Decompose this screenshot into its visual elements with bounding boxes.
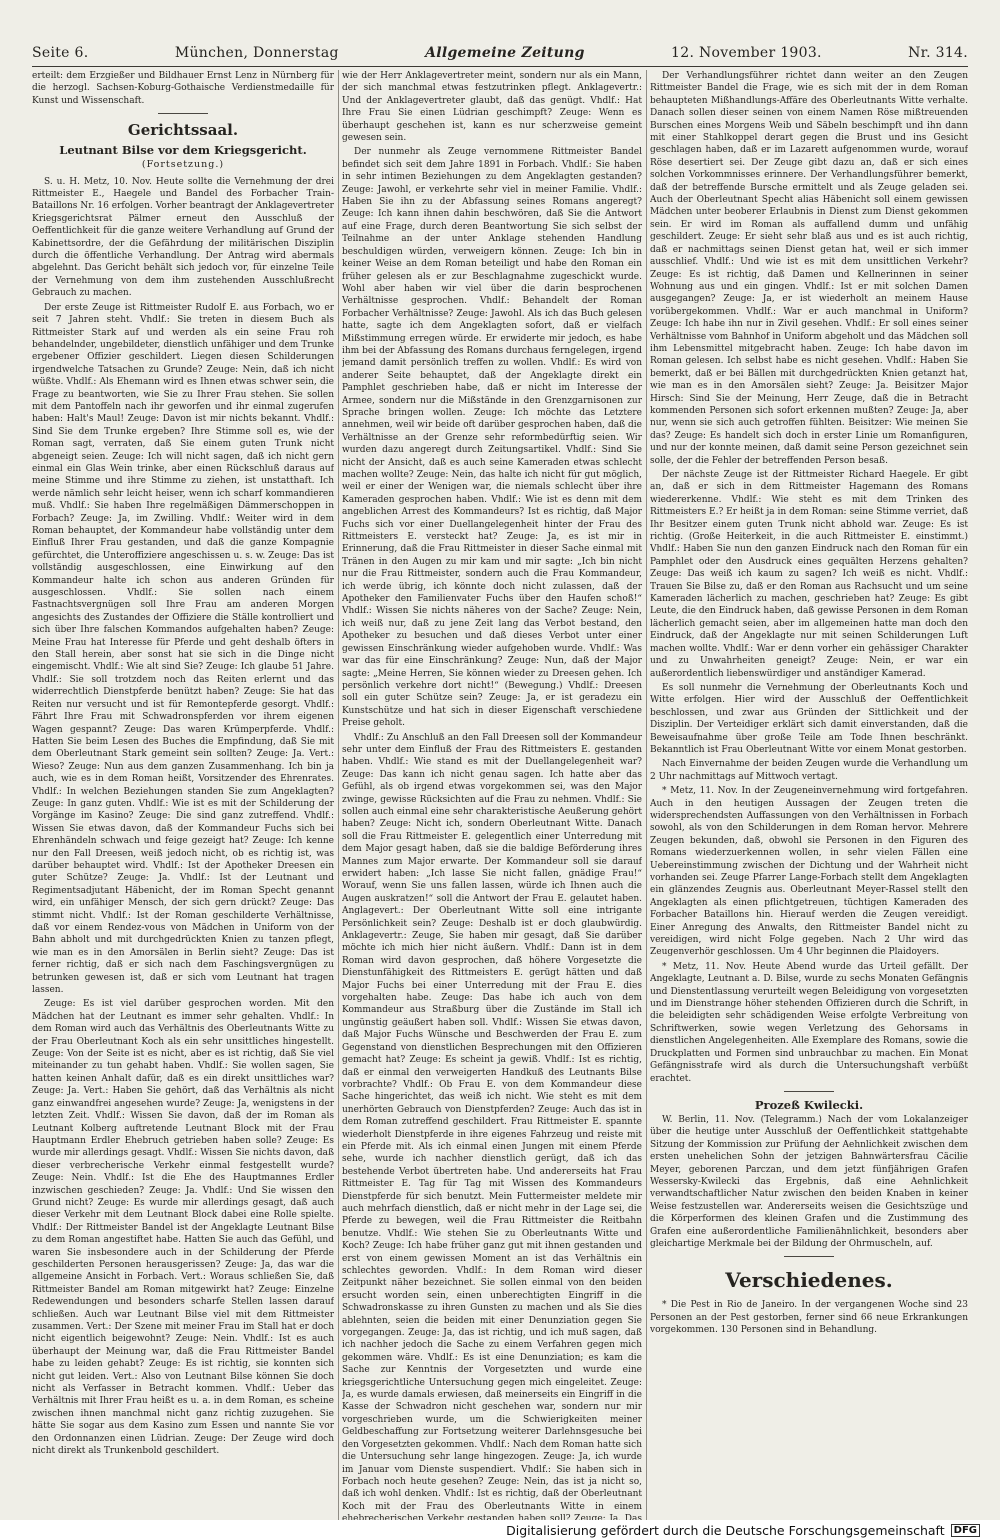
page-number: Seite 6. — [32, 45, 89, 61]
section-divider — [784, 1256, 834, 1257]
place-day: München, Donnerstag — [174, 45, 339, 61]
page-header — [32, 40, 968, 67]
dfg-logo: DFG — [951, 1524, 980, 1537]
column-divider — [338, 70, 339, 1520]
article-paragraph: Zeuge: Es ist viel darüber gesprochen worden. Mit den Mädchen hat der Leutnant es immer sehr gehalten. Vhdlf.: In dem Roman wird auch das Verhältnis des Oberleutnants Witte zu der Frau Oberleutnant Koch als ein sehr unsittliches hingestellt. Zeuge: Von der Seite ist es nicht, aber es ist richtig, daß Sie viel miteinander zu tun gehabt haben. Vhdlf.: Sie wollen sagen, Sie hatten keinen Anhalt dafür, daß es ein direkt unsittliches war? Zeuge: Ja. Vert.: Haben Sie gehört, daß das Verhältnis als nicht ganz einwandfrei angesehen wurde? Zeuge: Ja, wenigstens in der letzten Zeit. Vhdlf.: Wissen Sie davon, daß der im Roman als Leutnant Kolberg auftretende Leutnant Block mit der Frau Hauptmann Erdler Ehebruch getrieben haben solle? Zeuge: Es wurde mir allerdings gesagt. Vhdlf.: Wissen Sie nichts davon, daß dieser verbrecherische Verkehr einmal festgestellt wurde? Zeuge: Nein. Vhdlf.: Ist die Ehe des Hauptmannes Erdler inzwischen geschieden? Zeuge: Ja. Vhdlf.: Und Sie wissen den Grund nicht? Zeuge: Es wurde mir allerdings gesagt, daß auch dieser Verkehr mit dem Leutnant Block dabei eine Rolle spielte. Vhdlf.: Der Rittmeister Bandel ist der Angeklagte Leutnant Bilse zu dem Roman angestiftet habe. Hatten Sie auch das Gefühl, und waren Sie insbesondere auch in der Schilderung der Pferde geschilderten Personen herausgerissen? Zeuge: Ja, das war die allgemeine Ansicht in Forbach. Vert.: Woraus schließen Sie, daß Rittmeister Bandel am Roman mitgewirkt hat? Zeuge: Einzelne Redewendungen und besonders scharfe Stellen lassen darauf schließen. Auch war Leutnant Bilse viel mit dem Rittmeister zusammen. Vert.: Der Szene mit meiner Frau im Stall hat er doch nicht eigentlich beigewohnt? Zeuge: Nein. Vhdlf.: Ist es auch überhaupt der Meinung war, daß die Frau Rittmeister Bandel habe zu leiden gehabt? Zeuge: Es ist richtig, sie konnten sich nicht gut leiden. Vert.: Also von Leutnant Bilse können Sie doch nicht als Verfasser in Betracht kommen. Vhdlf.: Ueber das Verhältnis mit Ihrer Frau heißt es u. a. in dem Roman, es scheine zwischen ihnen manchmal nicht ganz richtig zuzugehen. Sie hätte Sie sogar aus dem Kasino zum Essen und nannte Sie vor den Ordonnanzen einen Lüdrian. Zeuge: Der Zeuge wird doch nicht direkt als Trunkenbold geschildert. — [32, 999, 334, 1457]
column-1 — [32, 70, 334, 1525]
article-paragraph: W. Berlin, 11. Nov. (Telegramm.) Nach der vom Lokalanzeiger über die heutige unter Ausschluß der Oeffentlichkeit stattgehabte Sitzung der Kommission zur Prüfung der Aehnlichkeit zwischen dem ersten unehelichen Sohn der jetzigen Bahnwärtersfrau Cäcilie Meyer, geborenen Parczan, und dem jetzt fünfjährigen Grafen Wessersky-Kwilecki das Ergebnis, daß eine Aehnlichkeit verwandtschaftlicher Natur zwischen den beiden Knaben in keiner Weise festzustellen war. Andererseits weisen die Gesichtszüge und die Körperformen des kleinen Grafen und die Zustimmung des Grafen eine außerordentliche Familienähnlichkeit, besonders aber gleichartige Merkmale bei der Bildung der Ohrmuscheln, auf. — [650, 1114, 968, 1249]
footer-text: Digitalisierung gefördert durch die Deutsche Forschungsgemeinschaft — [506, 1522, 945, 1538]
article-paragraph: * Metz, 11. Nov. In der Zeugeneinvernehmung wird fortgefahren. Auch in den heutigen Aussagen der Zeugen treten die widersprechendsten Auffassungen von den Verhältnissen in Forbach sowohl, als von den Schilderungen in dem Roman hervor. Mehrere Zeugen bekunden, daß, obwohl sie Personen in den Figuren des Romans wiederzuerkennen wollen, in sehr vielen Fällen eine Uebereinstimmung zwischen der Dichtung und der Wahrheit nicht vorhanden sei. Zeuge Pfarrer Lange-Forbach stellt dem Angeklagten ein glänzendes Zeugnis aus. Oberleutnant Meyer-Rassel stellt den Angeklagten als einen pflichtgetreuen, tüchtigen Kameraden des Forbacher Bataillons hin. Hierauf werden die Zeugen vereidigt. Einer Anregung des Anwalts, den Rittmeister Bandel nicht zu vereidigen, wird nicht Folge gegeben. Nach 2 Uhr wird das Zeugenverhör geschlossen. Um 4 Uhr beginnen die Plaidoyers. — [650, 786, 968, 958]
article-paragraph: Der nunmehr als Zeuge vernommene Rittmeister Bandel befindet sich seit dem Jahre 1891 in Forbach. Vhdlf.: Sie haben in sehr intimen Beziehungen zu dem Angeklagten gestanden? Zeuge: Jawohl, er verkehrte sehr viel in meiner Familie. Vhdlf.: Haben Sie ihn zu der Abfassung seines Romans angeregt? Zeuge: Ich kann ihnen dahin beschwören, daß Sie die Antwort auf eine Frage, durch deren Beantwortung Sie sich selbst der Teilnahme an der unter Anklage stehenden Handlung beschuldigen würden, verweigern können. Zeuge: Ich bin in keiner Weise an dem Roman beteiligt und habe den Roman ein früher gelesen als er zur Beschlagnahme zugeschickt wurde. Wohl aber haben wir viel über die darin besprochenen Verhältnisse gesprochen. Vhdlf.: Behandelt der Roman Forbacher Verhältnisse? Zeuge: Jawohl. Als ich das Buch gelesen hatte, sagte ich dem Angeklagten sofort, daß er vielfach Mißstimmung erregen würde. Er erwiderte mir jedoch, es habe ihm bei der Abfassung des Romans durchaus ferngelegen, irgend jemand damit persönlich treffen zu wollen. Vhdlf.: Es wird von anderer Seite behauptet, daß der Angeklagte direkt ein Pamphlet geschrieben habe, daß er nicht im Interesse der Armee, sondern nur die Mißstände in den Grenzgarnisonen zur Sprache bringen wollen. Zeuge: Ich möchte das Letztere annehmen, weil wir beide oft darüber gesprochen haben, daß die Verhältnisse an der Grenze sehr reformbedürftig seien. Wir wurden dazu angeregt durch Zeitungsartikel. Vhdlf.: Sind Sie nicht der Ansicht, daß es auch seine Kameraden etwas schlecht machen wollte? Zeuge: Nein, das halte ich nicht für gut möglich, weil er einer der Wenigen war, die niemals schlecht über ihre Kameraden gesprochen haben. Vhdlf.: Wie ist es denn mit dem angeblichen Arrest des Kommandeurs? Ist es richtig, daß Major Fuchs sich vor einer Duellangelegenheit hinter der Frau des Rittmeisters E. versteckt hat? Zeuge: Ja, es ist mir in Erinnerung, daß die Frau Rittmeister in dieser Sache einmal mit Tränen in den Augen zu mir kam und mir sagte: „Ich bin nicht nur die Frau Rittmeister, sondern auch die Frau Kommandeur, ich werde übrig, ich könnte doch nicht zulassen, daß der Apotheker den Familienvater Fuchs über den Haufen schoß!“ Vhdlf.: Wissen Sie nichts näheres von der Sache? Zeuge: Nein, ich weiß nur, daß zu jene Zeit lang das Verbot bestand, den Apotheker zu besuchen und daß dieses Verbot unter einer gewissen Einschränkung wieder aufgehoben wurde. Vhdlf.: Was war das für eine Einschränkung? Zeuge: Nun, daß der Major sagte: „Meine Herren, Sie können wieder zu Dreesen gehen. Ich persönlich verkehre dort nicht!“ (Bewegung.) Vhdlf.: Dreesen soll ein guter Schütze sein? Zeuge: Ja, er ist geradezu ein Kunstschütze und hat sich in dieser Eigenschaft verschiedene Preise geholt. — [342, 147, 642, 729]
column-divider — [646, 70, 647, 1520]
digitization-footer — [0, 1520, 1000, 1540]
article-paragraph: Der erste Zeuge ist Rittmeister Rudolf E. aus Forbach, wo er seit 7 Jahren steht. Vhdlf.: Sie treten in diesem Buch als Rittmeister Stark auf und werden als ein seine Frau roh behandelnder, ungebildeter, dienstlich unfähiger und dem Trunke ergebener Offizier geschildert. Liegen diesen Schilderungen irgendwelche Tatsachen zu Grunde? Zeuge: Nein, daß ich nicht wüßte. Vhdlf.: Als Ehemann wird es Ihnen etwas schwer sein, die Frage zu beantworten, wie Sie zu Ihrer Frau stehen. Sie sollen mit dem Pantoffeln nach ihr geworfen und ihr einmal zugerufen haben: Halt's Maul! Zeuge: Davon ist mir nichts bekannt. Vhdlf.: Sind Sie dem Trunke ergeben? Ihre Stimme soll es, wie der Roman sagt, verraten, daß Sie einem guten Trunk nicht abgeneigt seien. Zeuge: Ich will nicht sagen, daß ich nicht gern einmal ein Glas Wein trinke, aber einen Rückschluß daraus auf meine Stimme und ihre Stimme zu ziehen, ist unstatthaft. Ich werde nämlich sehr leicht heiser, wenn ich scharf kommandieren muß. Vhdlf.: Sie haben Ihre regelmäßigen Dämmerschoppen in Forbach? Zeuge: Ja, im Zwilling. Vhdlf.: Weiter wird in dem Roman behauptet, der Kommandeur habe vollständig unter dem Einfluß Ihrer Frau gestanden, und daß die ganze Kompagnie gefürchtet, die Unteroffiziere angeschissen u. s. w. Zeuge: Das ist vollständig ausgeschlossen, eine Einwirkung auf den Kommandeur halte ich schon aus anderen Gründen für ausgeschlossen. Vhdlf.: Sie sollen nach einem Fastnachtsvergnügen soll Ihre Frau am anderen Morgen angesichts des Zustandes der Offiziere die Ställe kontrolliert und sich über Ihre falschen Kommandos aufgehalten haben? Zeuge: Meine Frau hat Interesse für Pferde und geht deshalb öfters in den Stall herein, aber sonst hat sie sich in die Dinge nicht eingemischt. Vhdlf.: Wie alt sind Sie? Zeuge: Ich glaube 51 Jahre. Vhdlf.: Sie soll trotzdem noch das Reiten erlernt und das widerrechtlich Dienstpferde benützt haben? Zeuge: Sie hat das Reiten nur versucht und ist für Remontepferde gesorgt. Vhdlf.: Fährt Ihre Frau mit Schwadronspferden vor ihrem eigenen Wagen gespannt? Zeuge: Das waren Krümperpferde. Vhdlf.: Hatten Sie beim Lesen des Buches die Empfindung, daß Sie mit dem Oberleutnant Stark gemeint sein sollten? Zeuge: Ja. Vert.: Wieso? Zeuge: Nun aus dem ganzen Zusammenhang. Ich bin ja auch, wie es in dem Roman heißt, Vorsitzender des Ehrenrates. Vhdlf.: In welchen Beziehungen standen Sie zum Angeklagten? Zeuge: In ganz guten. Vhdlf.: Wie ist es mit der Schilderung der Vorgänge im Kasino? Zeuge: Die sind ganz zutreffend. Vhdlf.: Wissen Sie etwas davon, daß der Kommandeur Fuchs sich bei Ehrenhändeln schwach und feige gezeigt hat? Zeuge: Ich kenne nur den Fall Dreesen, weiß jedoch nicht, ob es richtig ist, was darüber behauptet wird. Vhdlf.: Ist der Apotheker Dreesen ein guter Schütze? Zeuge: Ja. Vhdlf.: Ist der Leutnant und Regimentsadjutant Häbenicht, der im Roman Specht genannt wird, ein unfähiger Mensch, der sich gern drückt? Zeuge: Das stimmt nicht. Vhdlf.: Ist der Roman geschilderte Verhältnisse, daß vor einem Rendez-vous von Mädchen in Uniform von der Bahn abholt und mit durchgedrückten Knien zu tanzen pflegt, wie man es in den Amorsälen in Berlin sieht? Zeuge: Das ist ferner richtig, daß er sich nach dem Faschingsvergnügen zu betrunken gewesen ist, daß er sich vom Leutnant hat tragen lassen. — [32, 302, 334, 996]
article-paragraph: * Metz, 11. Nov. Heute Abend wurde das Urteil gefällt. Der Angeklagte, Leutnant a. D. Bilse, wurde zu sechs Monaten Gefängnis und Dienstentlassung verurteilt wegen Beleidigung von vorgesetzten und im Dienstrange höher stehenden Offizieren durch die Schrift, in die beleidigten sehr schädigenden Weise erfolgte Verbreitung von Schriftwerken, sowie wegen Verletzung des Gehorsams in dienstlichen Angelegenheiten. Alle Exemplare des Romans, sowie die Druckplatten und Formen sind unbrauchbar zu machen. Ein Monat Gefängnisstrafe wird als durch die Untersuchungshaft verbüßt erachtet. — [650, 961, 968, 1084]
column-2 — [342, 70, 642, 1525]
column-3 — [650, 70, 968, 1525]
article-note: (Fortsetzung.) — [141, 159, 225, 171]
article-paragraph: Es soll nunmehr die Vernehmung der Oberleutnants Koch und Witte erfolgen. Hier wird der Ausschluß der Oeffentlichkeit beschlossen, und zwar aus Gründen der Sittlichkeit und der Disziplin. Der Verteidiger erklärt sich damit einverstanden, daß die Beweisaufnahme über große Teile am Tode Ihnen beschränkt. Bekanntlich ist Frau Oberleutnant Witte vor einem Monat gestorben. — [650, 682, 968, 755]
intro-paragraph: erteilt: dem Erzgießer und Bildhauer Ernst Lenz in Nürnberg für die herzogl. Sachsen-Koburg-Gothaische Verdienstmedaille für Kunst und Wissenschaft. — [32, 71, 334, 106]
article-paragraph: Vhdlf.: Zu Anschluß an den Fall Dreesen soll der Kommandeur sehr unter dem Einfluß der Frau des Rittmeisters E. gestanden haben. Vhdlf.: Wie stand es mit der Duellangelegenheit war? Zeuge: Das kann ich nicht genau sagen. Ich hatte aber das Gefühl, als ob irgend etwas vorgekommen sei, was den Major zwinge, gewisse Rücksichten auf die Frau zu nehmen. Vhdlf.: Sie sollen auch einmal eine sehr charakteristische Aeußerung gehört haben? Zeuge: Nicht ich, sondern Oberleutnant Witte. Danach soll die Frau Rittmeister E. gelegentlich einer Unterredung mit dem Major gesagt haben, daß sie die baldige Beförderung ihres Mannes zum Major erwarte. Der Kommandeur soll sie darauf erwidert haben: „Ich lasse Sie nicht fallen, gnädige Frau!“ Worauf, wenn Sie uns fallen lassen, würde ich Ihnen auch die Augen auskratzen!“ soll die Antwort der Frau E. gelautet haben. Anglagevert.: Der Oberleutnant Witte soll eine intrigante Persönlichkeit sein? Zeuge: Deshalb ist er doch glaubwürdig. Anklagevertr.: Zeuge, Sie haben mir gesagt, daß Sie darüber möchte ich mich hier nicht äußern. Vhdlf.: Dann ist in dem Roman wird davon gesprochen, daß höhere Vorgesetzte die Dienstunfähigkeit des Rittmeisters E. gerügt hätten und daß Major Fuchs bei einer Unterredung mit der Frau E. dies vorgehalten habe. Zeuge: Das habe ich auch von dem Kommandeur aus Straßburg über die Zustände im Stall ich ungünstig geäußert haben soll. Vhdlf.: Wissen Sie etwas davon, daß Major Fuchs Wünsche und Beschwerden der Frau E. zum Gegenstand von dienstlichen Besprechungen mit den Offizieren gemacht hat? Zeuge: Es scheint ja gewiß. Vhdlf.: Ist es richtig, daß er einmal den verweigerten Handkuß des Leutnants Bilse vorbrachte? Vhdlf.: Ob Frau E. von dem Kommandeur diese Sache hingerichtet, das weiß ich nicht. Wie steht es mit dem unerhörten Gebrauch von Dienstpferden? Zeuge: Auch das ist in dem Roman zutreffend geschildert. Frau Rittmeister E. spannte wiederholt Dienstpferde in ihre eigenes Fahrzeug und reiste mit ein Pferde mit. Als ich einmal einen Jungen mit einem Pferde sehe, wurde ich nachher dienstlich gerügt, daß ich das bestehende Verbot übertreten habe. Und andererseits hat Frau Rittmeister E. Tag für Tag mit Wissen des Kommandeurs Dienstpferde für sich benutzt. Mein Futtermeister meldete mir auch mehrfach dienstlich, daß er nicht mehr in der Lage sei, die Pferde zu bewegen, weil die Frau Rittmeister die Reitbahn benutze. Vhdlf.: Wie stehen Sie zu Oberleutnants Witte und Koch? Zeuge: Ich habe früher ganz gut mit ihnen gestanden und erst von einem gewissen Moment an ist das Verhältnis ein schlechtes geworden. Vhdlf.: In dem Roman wird dieser Zeitpunkt näher bezeichnet. Sie sollen einmal von den beiden ersucht worden sein, einen unberechtigten Eingriff in die Schwadronskasse zu ihren Gunsten zu machen und als Sie dies ablehnten, seien die beiden mit einer Denunziation gegen Sie vorgegangen. Zeuge: Ja, das ist richtig, und ich muß sagen, daß ich nachher jedoch die Sache zu einem Verfahren gegen mich gekommen wäre. Vhdlf.: Es ist eine Denunziation; es kam die Sache zur Kenntnis der Vorgesetzten und wurde eine kriegsgerichtliche Untersuchung gegen mich eingeleitet. Zeuge: Ja, es wurde damals erwiesen, daß meinerseits ein Eingriff in die Kasse der Schwadron nicht geschehen war, sondern nur mir vorgeschrieben wurde, um die Schwierigkeiten meiner Geldbeschaffung zur Fortsetzung weiterer Darlehnsgesuche bei den Vorgesetzten gekommen. Vhdlf.: Nach dem Roman hatte sich die Untersuchung sehr lange hingezogen. Zeuge: Ja, ich wurde im Januar vom Dienste suspendiert. Vhdlf.: Sie haben sich in Forbach noch heute gesehen? Zeuge: Nein, das ist ja nicht so, daß ich wohl denken. Vhdlf.: Ist es richtig, daß der Oberleutnant Koch mit der Frau des Oberleutnants Witte in einem — [342, 732, 642, 1512]
article-paragraph: Der Verhandlungsführer richtet dann weiter an den Zeugen Rittmeister Bandel die Frage, wie es sich mit der in dem Roman behaupteten Mißhandlungs-Affäre des Oberleutnants Witte verhalte. Danach sollen dieser seinen von einem Namen Röse mißtreuenden Burschen eines Morgens Weib und Säbeln beschimpft und ihn dann mit einer Stahlkoppel derart gegen die Brust und ins Gesicht geschlagen haben, daß er im Lazarett aufgenommen wurde, worauf Röse desertiert sei. Der Zeuge gibt dazu an, daß er sich eines solchen Vorkommnisses erinnere. Der Verhandlungsführer bemerkt, daß der betreffende Bursche ermittelt und als Zeuge geladen sei. Auch der Oberleutnant Specht alias Häbenicht soll einem gewissen Mädchen unter beoberer Erlaubnis in Dienst zum Dienst gekommen sein. Er wird im Roman als auffallend dumm und unfähig geschildert. Zeuge: Er sieht sehr blaß aus und es ist auch richtig, daß er nachmittags seinen Dienst getan hat, weil er sich immer ausschlief. Vhdlf.: Und wie ist es mit dem unsittlichen Verkehr? Zeuge: Es ist richtig, daß Damen und Kellnerinnen in seiner Wohnung aus und ein gingen. Vhdlf.: Ist er mit solchen Damen ausgegangen? Zeuge: Ja, er ist wiederholt an meinem Hause vorübergekommen. Vhdlf.: War er auch manchmal in Uniform? Zeuge: Ich habe ihn nur in Zivil gesehen. Vhdlf.: Er soll eines seiner Verhältnisse vom Bahnhof in Uniform abgeholt und das Mädchen soll ihm Lebensmittel mitgebracht haben. Zeuge: Ich habe davon im Roman gelesen. Ich selbst habe es nicht gesehen. Vhdlf.: Haben Sie bemerkt, daß er bei Bällen mit durchgedrückten Knien getanzt hat, wie man es in den Amorsälen sieht? Zeuge: Ja. Beisitzer Major Hirsch: Sind Sie der Meinung, Herr Zeuge, daß die in Betracht kommenden Personen sich sofort erkennen mußten? Zeuge: Ja, aber nur, wenn sie sich auch getroffen fühlten. Beisitzer: Wie meinen Sie das? Zeuge: Es handelt sich doch in erster Linie um Romanfiguren, und nur der konnte meinen, daß damit seine Person gezeichnet sein solle, der die Fehler der betreffenden Person besaß. — [650, 71, 968, 466]
section-divider — [158, 113, 208, 114]
section-title: Gerichtssaal. — [127, 121, 239, 140]
article-paragraph: * Die Pest in Rio de Janeiro. In der vergangenen Woche sind 23 Personen an der Pest gestorben, ferner sind 66 neue Erkrankungen vorgekommen. 130 Personen sind in Behandlung. — [650, 1300, 968, 1336]
article-paragraph: S. u. H. Metz, 10. Nov. Heute sollte die Vernehmung der drei Rittmeister E., Haegele und Bandel des Forbacher Train-Bataillons Nr. 16 erfolgen. Vorher beantragt der Anklagevertreter Kriegsgerichtsrat Pälmer erneut den Ausschluß der Oeffentlichkeit für die ganze weitere Verhandlung auf Grund der Kabinettsordre, der die Gefährdung der militärischen Disziplin durch die öffentliche Verhandlung. Der Antrag wird abermals abgelehnt. Das Gericht behält sich jedoch vor, für einzelne Teile der Vernehmung von dem ihm zustehenden Ausschlußrecht Gebrauch zu machen. — [32, 176, 334, 299]
issue-number: Nr. 314. — [908, 45, 968, 61]
article-paragraph: Der nächste Zeuge ist der Rittmeister Richard Haegele. Er gibt an, daß er sich in dem Rittmeister Hagemann des Romans wiedererkenne. Vhdlf.: Wie steht es mit dem Trinken des Rittmeisters E.? Er heißt ja in dem Roman: seine Stimme verriet, daß Ihr Besitzer einem guten Trunk nicht abhold war. Zeuge: Es ist richtig. (Große Heiterkeit, in die auch Rittmeister E. einstimmt.) Vhdlf.: Haben Sie nun den ganzen Eindruck nach den Roman für ein Pamphlet oder den Ausdruck eines gequälten Herzens gehalten? Zeuge: Das weiß ich kaum zu sagen? Ich weiß es nicht. Vhdlf.: Trauen Sie Bilse zu, daß er den Roman aus Rachsucht und um seine Kameraden lächerlich zu machen, geschrieben hat? Zeuge: Es gibt Leute, die den Eindruck haben, daß gewisse Personen in dem Roman lächerlich gemacht seien, aber im allgemeinen hatte man doch den Eindruck, daß der Angeklagte nur mit seinen Schilderungen Luft machen wollte. Vhdlf.: War er denn vorher ein gehässiger Charakter und zu Unwahrheiten geneigt? Zeuge: Nein, er war ein außerordentlich liebenswürdiger und anständiger Kamerad. — [650, 470, 968, 679]
article-title: Leutnant Bilse vor dem Kriegsgericht. — [59, 143, 307, 158]
article-paragraph: wie der Herr Anklagevertreter meint, sondern nur als ein Mann, der sich manchmal etwas festzutrinken pflegt. Anklagevertr.: Und der Anklagevertreter glaubt, daß das genügt. Vhdlf.: Hat Ihre Frau Sie einen Lüdrian geschimpft? Zeuge: Wenn es überhaupt geschehen ist, kann es nur scherzweise gemeint gewesen sein. — [342, 71, 642, 144]
article-paragraph: Nach Einvernahme der beiden Zeugen wurde die Verhandlung um 2 Uhr nachmittags auf Mittwoch vertagt. — [650, 759, 968, 782]
issue-date: 12. November 1903. — [671, 45, 822, 61]
section-title-verschiedenes: Verschiedenes. — [725, 1268, 893, 1293]
section-title-kwilecki: Prozeß Kwilecki. — [754, 1097, 864, 1112]
section-divider — [784, 1091, 834, 1092]
newspaper-title: Allgemeine Zeitung — [425, 45, 585, 61]
